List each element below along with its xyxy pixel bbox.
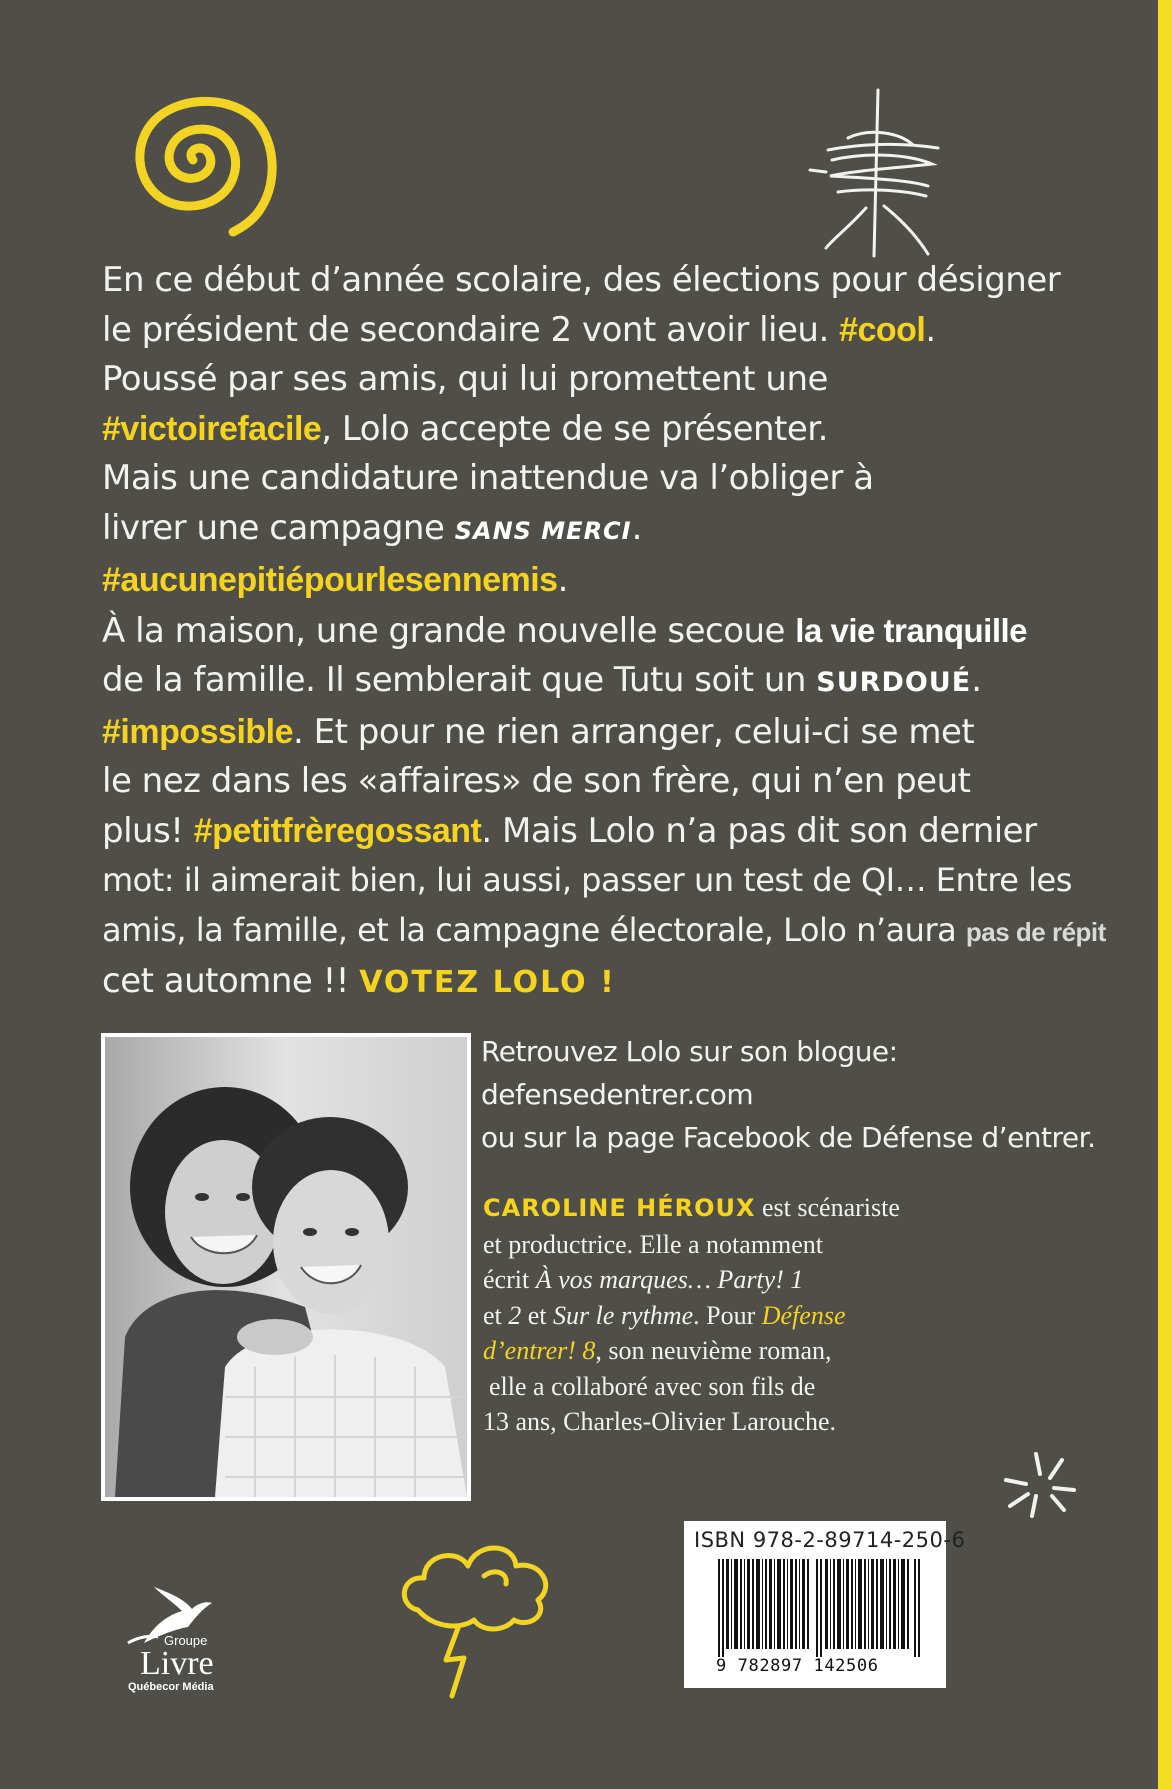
logo-quebecor-text: Québecor Média (128, 1681, 214, 1693)
blog-info (481, 1030, 1161, 1159)
sans-merci-stamp: SANS MERCI (454, 516, 632, 545)
author-name: CAROLINE HÉROUX (483, 1194, 756, 1222)
author-bio (483, 1190, 1023, 1440)
hashtag-aucunepitie: #aucunepitiépourlesennemis (102, 561, 558, 599)
summary-line-2: le président de secondaire 2 vont avoir lieu. #cool. (102, 309, 936, 350)
author-photo (101, 1033, 471, 1501)
hashtag-victoirefacile: #victoirefacile (102, 409, 322, 448)
sparkle-doodle-icon (1000, 1450, 1080, 1520)
summary-line-4: #victoirefacile, Lolo accepte de se présenter. (102, 408, 828, 449)
summary-line-15: cet automne !! VOTEZ LOLO ! (102, 961, 616, 1001)
summary-line-6: livrer une campagne SANS MERCI. (102, 507, 642, 548)
summary-line-12: plus! #petitfrèregossant. Mais Lolo n’a pas dit son dernier (102, 810, 1037, 851)
bio-line-6: elle a collaboré avec son fils de (489, 1371, 816, 1401)
bio-line-1: CAROLINE HÉROUX est scénariste (483, 1193, 900, 1222)
scribble-doodle-icon (808, 88, 948, 258)
vie-tranquille-emphasis: la vie tranquille (795, 611, 1028, 649)
summary-line-13: mot: il aimerait bien, lui aussi, passer un test de QI… Entre les (102, 861, 1072, 899)
hashtag-cool: #cool (839, 310, 926, 349)
yellow-edge-strip (1158, 0, 1172, 1789)
summary-line-11: le nez dans les «affaires» de son frère, qui n’en peut (102, 761, 971, 801)
summary-line-5: Mais une candidature inattendue va l’obliger à (102, 458, 874, 498)
bio-line-5: d’entrer! 8, son neuvième roman, (483, 1336, 832, 1365)
summary-line-10: #impossible. Et pour ne rien arranger, celui-ci se met (102, 711, 975, 752)
summary-line-1: En ce début d’année scolaire, des élections pour désigner (102, 260, 1061, 300)
book-title-defense: Défense (761, 1300, 846, 1330)
author-photo-image (105, 1037, 467, 1497)
bio-line-4: et 2 et Sur le rythme. Pour Défense (483, 1300, 846, 1330)
hashtag-petitfreregossant: #petitfrèregossant (193, 811, 482, 850)
summary-line-14: amis, la famille, et la campagne électorale, Lolo n’aura pas de répit (102, 910, 1106, 949)
surdoue-stamp: SURDOUÉ (816, 667, 972, 698)
hashtag-impossible: #impossible (102, 712, 294, 751)
groupe-livre-logo (104, 1585, 234, 1695)
book-title-party: À vos marques… Party! 1 (535, 1265, 804, 1294)
summary-line-8: À la maison, une grande nouvelle secoue la vie tranquille (102, 610, 1028, 651)
book-title-rythme: Sur le rythme (553, 1300, 694, 1330)
cloud-lightning-doodle-icon (398, 1520, 558, 1700)
blog-url-link[interactable]: defensedentrer.com (481, 1078, 754, 1111)
summary-line-3: Poussé par ses amis, qui lui promettent une (102, 359, 828, 399)
bio-line-7: 13 ans, Charles-Olivier Larouche. (483, 1407, 837, 1436)
barcode-bars (718, 1559, 924, 1657)
bio-line-3: écrit À vos marques… Party! 1 (483, 1265, 804, 1294)
logo-livre-text: Livre (140, 1645, 214, 1682)
blog-line-1: Retrouvez Lolo sur son blogue: (481, 1035, 898, 1068)
blog-line-3: ou sur la page Facebook de Défense d’entrer. (481, 1121, 1096, 1154)
spiral-doodle-icon (105, 80, 285, 240)
logo-groupe-text: Groupe (164, 1633, 208, 1648)
isbn-barcode (684, 1521, 966, 1688)
pas-de-repit-emphasis: pas de répit (965, 916, 1106, 947)
barcode-digits: 9 782897 142506 (716, 1656, 879, 1676)
summary-line-9: de la famille. Il semblerait que Tutu soit un SURDOUÉ. (102, 660, 982, 700)
bio-line-2: et productrice. Elle a notamment (483, 1229, 824, 1259)
isbn-number: ISBN 978-2-89714-250-6 (694, 1528, 966, 1552)
summary-line-7: #aucunepitiépourlesennemis. (102, 560, 568, 600)
summary-text (102, 256, 1106, 1008)
votez-lolo-stamp: VOTEZ LOLO ! (359, 965, 616, 1000)
